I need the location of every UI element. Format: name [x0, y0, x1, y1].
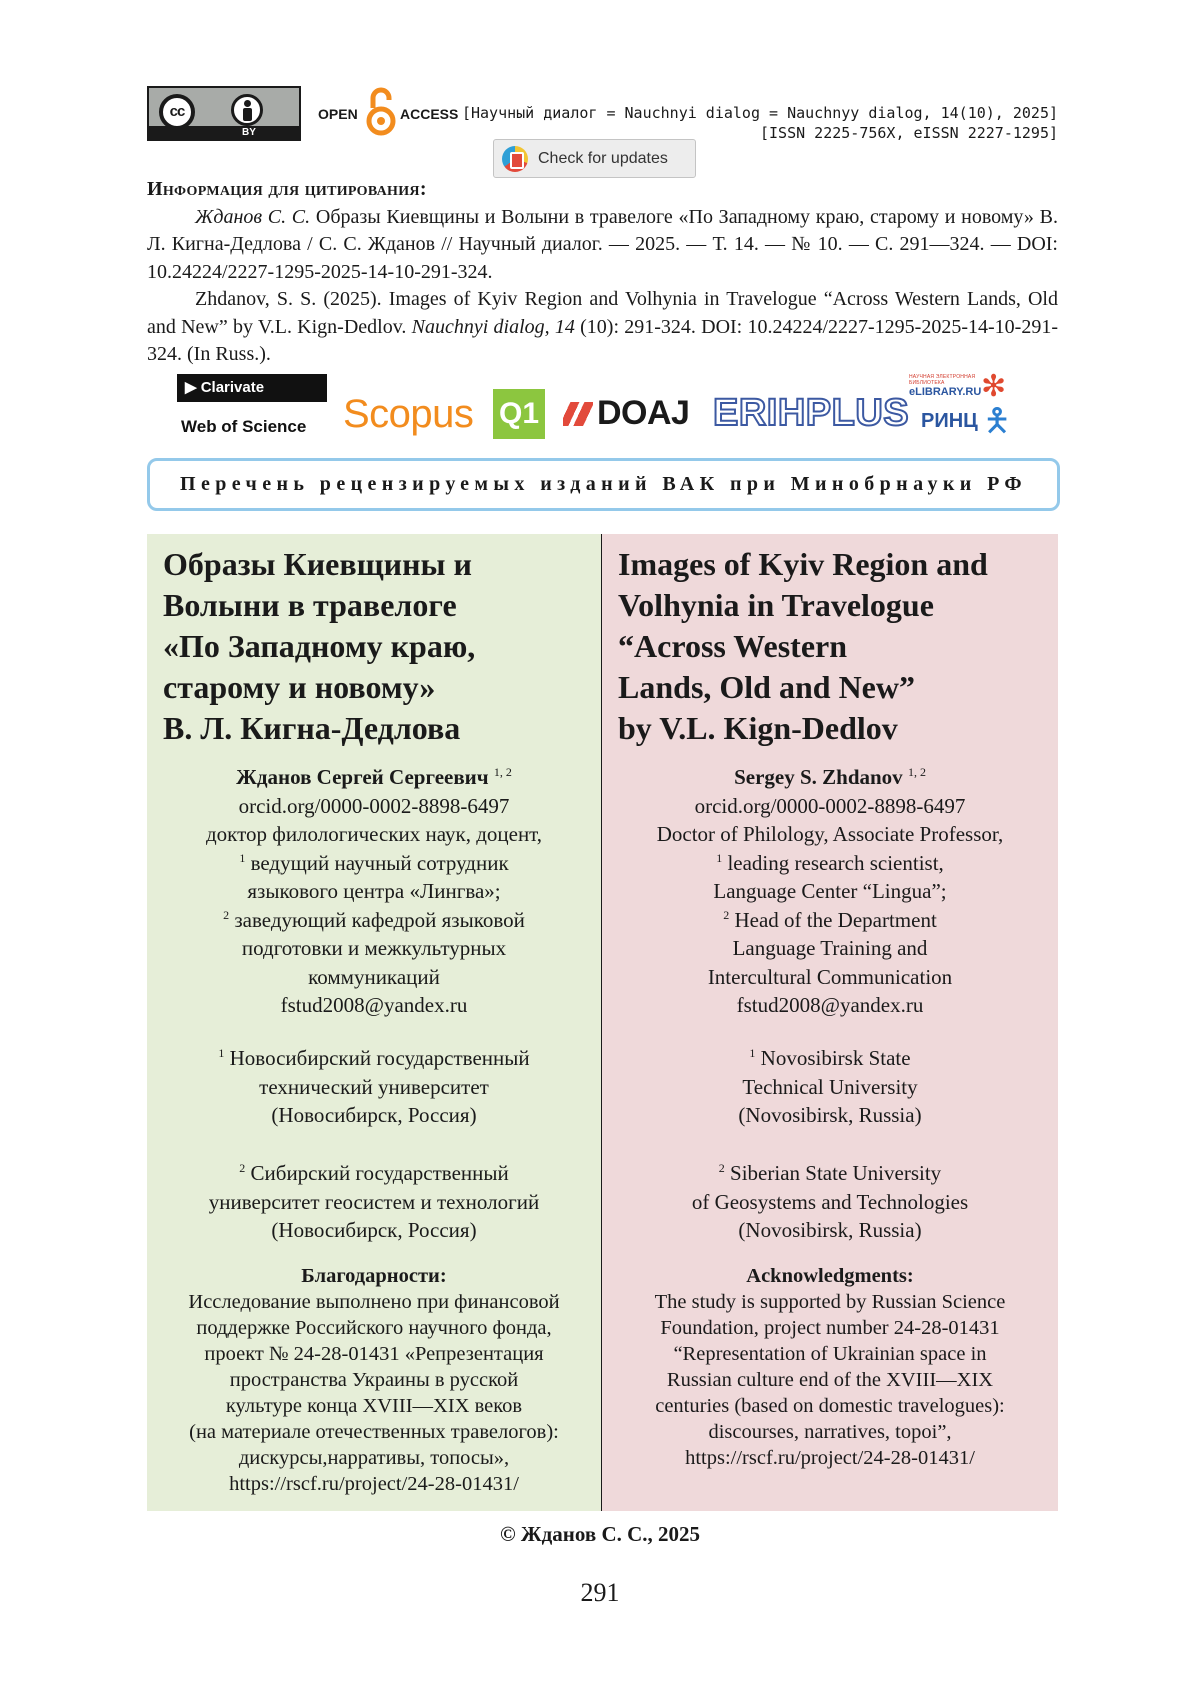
en-pos2-line3: Intercultural Communication	[707, 964, 953, 989]
cc-by-label: BY	[242, 127, 256, 138]
clarivate-logo[interactable]: ▶ Clarivate	[177, 374, 327, 402]
ru-aff2-line2: университет геосистем и технологий	[208, 1189, 540, 1214]
en-title-line: by V.L. Kign-Dedlov	[618, 710, 898, 746]
en-aff1-sup: 1	[749, 1046, 756, 1060]
citation-block	[147, 176, 1058, 369]
en-pos1-line1: leading research scientist,	[727, 850, 944, 875]
en-degree: Doctor of Philology, Associate Professor,	[656, 822, 1004, 846]
ru-pos1-line2: языкового центра «Лингва»;	[247, 879, 501, 903]
erihplus-logo[interactable]: ERIHPLUS	[713, 392, 910, 434]
check-for-updates-button[interactable]	[493, 139, 696, 178]
cc-by-license-badge[interactable]	[147, 86, 301, 141]
citation-ru-text: Образы Киевщины и Волыни в травелоге «По Западному краю, старому и новому» В. Л. Кигна-Дедлова / С. С. Жданов // Научный диалог. — 2025. — Т. 14. — № 10. — С. 291—324. — DOI: 10.24224/2227-1295-2025-14-10-291-324.	[147, 205, 1058, 283]
elibrary-tagline: НАУЧНАЯ ЭЛЕКТРОННАЯ БИБЛИОТЕКА	[909, 374, 976, 386]
en-title-line: Lands, Old and New”	[618, 669, 915, 705]
ru-title-line: В. Л. Кигна-Дедлова	[163, 710, 461, 746]
en-ack-line: The study is supported by Russian Science	[654, 1291, 1006, 1313]
en-email-link[interactable]: fstud2008@yandex.ru	[736, 993, 924, 1017]
ru-ack-line: Исследование выполнено при финансовой	[188, 1291, 560, 1313]
ru-ack-line: поддержке Российского научного фонда,	[196, 1317, 552, 1339]
ru-affiliation-1	[147, 1044, 601, 1130]
en-aff1-line3: (Novosibirsk, Russia)	[738, 1103, 922, 1127]
rinc-person-icon: 🯅	[983, 402, 1012, 438]
elibrary-rinc-logo[interactable]	[909, 370, 1012, 440]
ru-ack-line: проект № 24-28-01431 «Репрезентация	[204, 1343, 544, 1365]
ru-author-name: Жданов Сергей Сергеевич	[236, 765, 489, 789]
citation-ru-authors: Жданов С. С.	[195, 205, 311, 228]
cc-by-bar	[149, 126, 299, 139]
ru-aff1-line3: (Новосибирск, Россия)	[271, 1103, 477, 1127]
copyright-line: © Жданов С. С., 2025	[499, 1522, 701, 1546]
en-ack-line: Russian culture end of the XVIII—XIX	[666, 1369, 994, 1391]
en-ack-line: “Representation of Ukrainian space in	[673, 1343, 987, 1365]
doaj-mark-icon	[563, 402, 593, 426]
en-aff2-line2: of Geosystems and Technologies	[691, 1189, 969, 1214]
en-title-line: “Across Western	[618, 628, 848, 664]
open-access-lock-icon	[366, 86, 396, 138]
rinc-label: РИНЦ	[921, 410, 978, 432]
citation-en-journal: Nauchnyi dialog, 14	[411, 315, 575, 338]
en-title-line: Images of Kyiv Region and	[618, 546, 988, 582]
en-pos2-sup: 2	[723, 907, 730, 922]
journal-issn-line: [ISSN 2225-756X, eISSN 2227-1295]	[759, 124, 1058, 142]
en-acknowledgments	[602, 1263, 1058, 1471]
citation-en-suffix: (10): 291-324. DOI: 10.24224/2227-1295-2025-14-10-291-324. (In Russ.).	[147, 315, 1058, 365]
elibrary-flake-icon: ✻	[981, 370, 1007, 403]
ru-aff2-line1: Сибирский государственный	[250, 1161, 509, 1185]
en-author-block	[602, 763, 1058, 1020]
ru-pos2-line1: заведующий кафедрой языковой	[234, 907, 525, 932]
ru-title-line: старому и новому»	[163, 669, 436, 705]
ru-aff1-line1: Новосибирский государственный	[229, 1046, 530, 1070]
open-access-open-label: OPEN	[318, 106, 358, 122]
ru-aff1-line2: технический университет	[259, 1074, 489, 1099]
ru-ack-title: Благодарности:	[301, 1265, 447, 1287]
citation-en-prefix: Zhdanov, S. S. (2025). Images of Kyiv Region and Volhynia in Travelogue “Across Western Lands, Old and New” by V.L. Kign-Dedlov.	[147, 288, 1058, 338]
ru-acknowledgments	[147, 1263, 601, 1497]
en-ack-line: Foundation, project number 24-28-01431	[660, 1317, 1000, 1339]
en-ack-title: Acknowledgments:	[746, 1265, 914, 1287]
ru-pos1-line1: ведущий научный сотрудник	[250, 850, 509, 875]
doaj-logo[interactable]	[563, 394, 689, 433]
doaj-label: DOAJ	[597, 394, 690, 432]
ru-article-title	[163, 544, 593, 749]
en-pos2-line2: Language Training and	[732, 936, 928, 960]
en-ack-line: centuries (based on domestic travelogues):	[655, 1395, 1005, 1417]
check-for-updates-label: Check for updates	[538, 150, 668, 167]
en-aff2-line3: (Novosibirsk, Russia)	[738, 1218, 922, 1242]
citation-ru	[147, 204, 1058, 287]
en-title-line: Volhynia in Travelogue	[618, 587, 934, 623]
ru-aff1-sup: 1	[218, 1046, 225, 1060]
ru-pos2-line2: подготовки и межкультурных	[241, 936, 507, 960]
ru-pos1-sup: 1	[239, 850, 246, 865]
journal-title-line: [Научный диалог = Nauchnyi dialog = Nauchnyy dialog, 14(10), 2025]	[461, 104, 1058, 122]
en-orcid-link[interactable]: orcid.org/0000-0002-8898-6497	[694, 793, 966, 818]
en-pos2-line1: Head of the Department	[734, 907, 937, 932]
ru-title-line: «По Западному краю,	[163, 628, 476, 664]
ru-author-sup: 1, 2	[493, 765, 512, 779]
vak-list-banner: Перечень рецензируемых изданий ВАК при Минобрнауки РФ	[147, 458, 1060, 511]
clarivate-label: Clarivate	[200, 379, 265, 396]
creative-commons-icon: cc	[159, 94, 195, 130]
attribution-person-icon	[231, 94, 263, 126]
indexing-logos	[147, 372, 1058, 442]
en-aff1-line2: Technical University	[742, 1074, 918, 1099]
en-pos1-line2: Language Center “Lingua”;	[713, 879, 947, 903]
ru-ack-line: дискурсы,нарративы, топосы»,	[238, 1447, 510, 1469]
en-ack-link[interactable]: https://rscf.ru/project/24-28-01431/	[685, 1447, 975, 1469]
ru-ack-line: (на материале отечественных травелогов):	[189, 1421, 559, 1443]
ru-affiliation-2	[147, 1159, 601, 1245]
en-pos1-sup: 1	[716, 850, 723, 865]
en-ack-line: discourses, narratives, topoi”,	[708, 1421, 952, 1443]
open-access-access-label: ACCESS	[400, 106, 459, 122]
scopus-logo[interactable]: Scopus	[343, 392, 474, 436]
citation-en	[147, 286, 1058, 369]
ru-pos2-sup: 2	[223, 907, 230, 922]
russian-column	[147, 534, 603, 1511]
en-affiliation-2	[602, 1159, 1058, 1245]
ru-author-block	[147, 763, 601, 1020]
crossmark-icon	[502, 146, 528, 172]
ru-aff2-sup: 2	[239, 1161, 246, 1175]
ru-aff2-line3: (Новосибирск, Россия)	[271, 1218, 477, 1242]
en-affiliation-1	[602, 1044, 1058, 1130]
ru-title-line: Волыни в травелоге	[163, 587, 457, 623]
open-access-logo	[318, 86, 458, 138]
en-aff1-line1: Novosibirsk State	[760, 1046, 911, 1070]
ru-ack-line: пространства Украины в русской	[229, 1369, 519, 1391]
ru-ack-link[interactable]: https://rscf.ru/project/24-28-01431/	[229, 1473, 519, 1495]
en-aff2-line1: Siberian State University	[730, 1161, 942, 1185]
ru-pos2-line3: коммуникаций	[308, 964, 440, 989]
ru-title-line: Образы Киевщины и	[163, 546, 472, 582]
page-number: 291	[580, 1578, 620, 1607]
journal-reference	[462, 103, 1058, 143]
en-author-name: Sergey S. Zhdanov	[734, 765, 903, 789]
web-of-science-logo[interactable]: Web of Science	[181, 417, 307, 436]
elibrary-name: eLIBRARY.RU	[909, 386, 982, 398]
citation-heading: Информация для цитирования:	[147, 178, 427, 200]
ru-ack-line: культуре конца XVIII—XIX веков	[225, 1395, 523, 1417]
english-column	[602, 534, 1058, 1511]
ru-email-link[interactable]: fstud2008@yandex.ru	[280, 993, 468, 1017]
en-article-title	[618, 544, 1048, 749]
ru-degree: доктор филологических наук, доцент,	[205, 822, 543, 846]
en-aff2-sup: 2	[718, 1161, 725, 1175]
ru-orcid-link[interactable]: orcid.org/0000-0002-8898-6497	[238, 793, 510, 818]
en-author-sup: 1, 2	[907, 765, 926, 779]
q1-quartile-badge: Q1	[493, 389, 545, 439]
